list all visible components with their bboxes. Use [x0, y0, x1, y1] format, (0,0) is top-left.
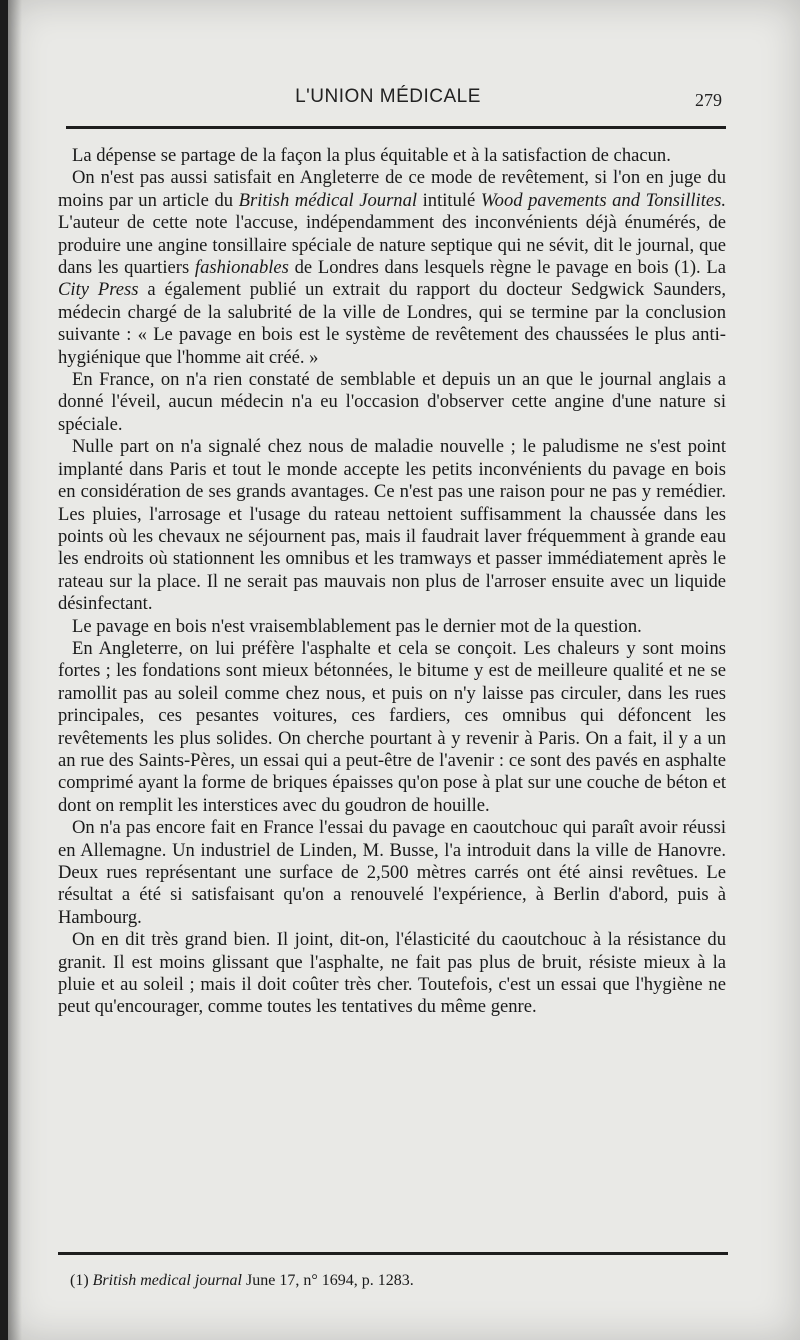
document-page [8, 0, 800, 1340]
paragraph-p6 [58, 638, 726, 817]
text-segment: de Londres dans lesquels règne le pavage en bois (1). La [288, 257, 726, 279]
paragraph-p5 [58, 616, 726, 638]
italic-title: fashionables [194, 257, 289, 279]
paragraph-p2 [58, 167, 726, 369]
paragraph-p1 [58, 145, 726, 167]
text-segment: La dépense se partage de la façon la plus équitable et à la satisfaction de chacun. [72, 145, 671, 166]
footnote-rule [58, 1252, 728, 1255]
running-title: L'UNION MÉDICALE [295, 86, 481, 107]
paragraph-p7 [58, 817, 726, 929]
italic-title: City Press [58, 279, 139, 301]
text-segment: On en dit très grand bien. Il joint, dit-on, l'élasticité du caoutchouc à la résistance du granit. Il est moins glissant que l'asphalte, ne fait pas plus de bruit, résiste mieux à la pluie et au soleil ; mais il doit coûter très cher. Toutefois, c'est un essai que l'hygiène ne peut qu'encourager, comme toutes les tentatives du même genre. [58, 929, 726, 1018]
text-segment: En France, on n'a rien constaté de semblable et depuis un an que le journal anglais a donné l'éveil, aucun médecin n'a eu l'occasion d'observer cette angine d'une nature si spéciale. [58, 369, 726, 435]
article-body [58, 145, 726, 1019]
page-header [8, 86, 800, 116]
footnote-date: June 17, n° 1694, p. 1283. [245, 1272, 414, 1289]
text-segment: En Angleterre, on lui préfère l'asphalte et cela se conçoit. Les chaleurs y sont moins fortes ; les fondations sont mieux bétonnées, le bitume y est de meilleure qualité et ne se ramollit pas au soleil comme chez nous, et puis on n'y laisse pas circuler, dans les rues principales, ces pesantes voitures, ces fardiers, ces omnibus qui défoncent les revêtements les plus solides. On cherche pourtant à y revenir à Paris. On a fait, il y a un an rue des Saints-Pères, un essai qui a peut-être de l'avenir : ce sont des pavés en asphalte comprimé ayant la forme de briques épaisses qu'on pose à plat sur une couche de béton et dont on remplit les interstices avec du goudron de houille. [58, 637, 726, 816]
text-segment: intitulé [417, 189, 481, 211]
italic-title: Wood pavements and Tonsillites. [480, 189, 727, 211]
text-segment: Le pavage en bois n'est vraisemblablement pas le dernier mot de la question. [72, 615, 642, 637]
page-number: 279 [695, 90, 722, 110]
paragraph-p8 [58, 929, 726, 1019]
italic-title: British médical Journal [238, 189, 418, 211]
text-segment: Nulle part on n'a signalé chez nous de maladie nouvelle ; le paludisme ne s'est point implanté dans Paris et tout le monde accepte les petits inconvénients du pavage en bois en considération de ses grands avantages. Ce n'est pas une raison pour ne pas y remédier. Les pluies, l'arrosage et l'usage du rateau nettoient suffisamment la chaussée dans les points où les chevaux ne séjournent pas, mais il faudrait laver fréquemment à grande eau les endroits où stationnent les omnibus et les tramways et passer immédiatement après le rateau sur la place. Il ne serait pas mauvais non plus de l'arroser ensuite avec un liquide désinfectant. [58, 436, 726, 615]
paragraph-p4 [58, 436, 726, 615]
footnote [70, 1272, 730, 1290]
paragraph-p3 [58, 369, 726, 436]
text-segment: On n'a pas encore fait en France l'essai du pavage en caoutchouc qui paraît avoir réussi en Allemagne. Un industriel de Linden, M. Busse, l'a introduit dans la ville de Hanovre. Deux rues représentant une surface de 2,500 mètres carrés ont été ainsi revêtues. Le résultat a été si satisfaisant qu'on a renouvelé l'expérience, à Berlin d'abord, puis à Hambourg. [58, 817, 726, 928]
text-segment: On n'est pas aussi satisfait en Angleterre de ce mode de revêtement, si l'on en juge du moins par un article du [58, 167, 726, 211]
page-edge-shadow [8, 0, 22, 1340]
text-segment: a également publié un extrait du rapport du docteur Sedgwick Saunders, médecin chargé de la salubrité de la ville de Londres, qui se termine par la conclusion suivante : « Le pavage en bois est le système de revêtement des chaussées le plus anti-hygiénique que l'homme ait créé. » [58, 279, 726, 368]
footnote-marker: (1) [70, 1272, 89, 1289]
footnote-source: British medical journal [92, 1272, 242, 1289]
text-segment: L'auteur de cette note l'accuse, indépendamment des inconvénients déjà énumérés, de produire une angine tonsillaire spéciale de nature septique qui ne sévit, dit le journal, que dans les quartiers [58, 212, 726, 279]
header-rule [66, 126, 726, 129]
